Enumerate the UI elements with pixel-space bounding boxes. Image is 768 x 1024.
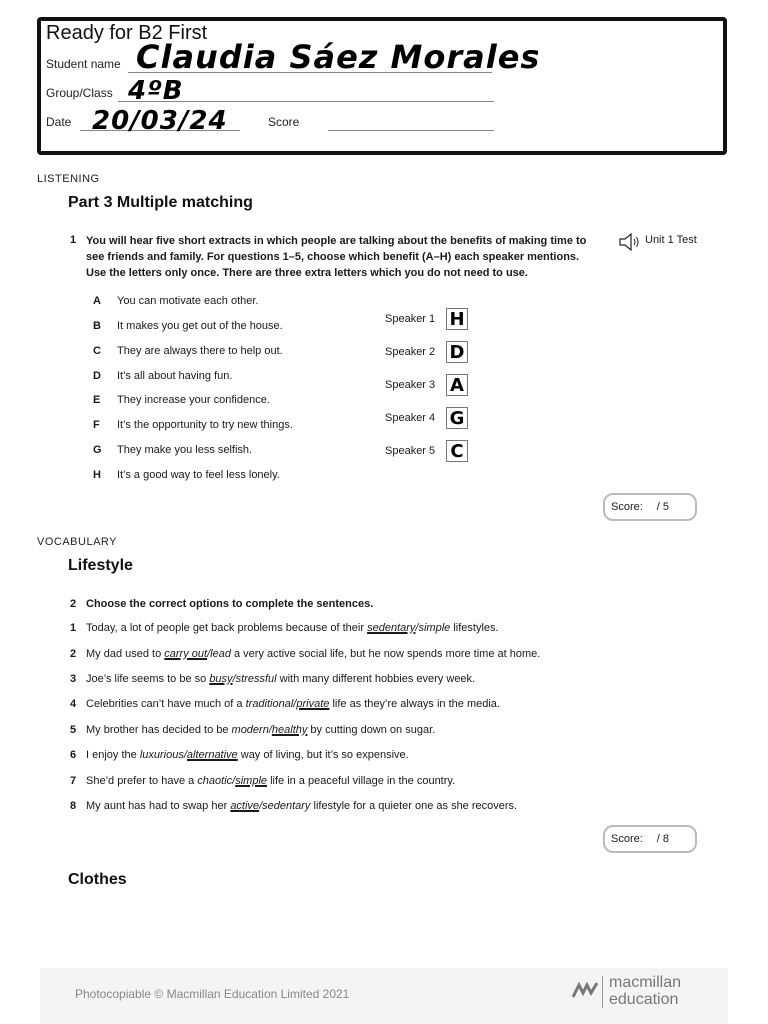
option-separator: / [183, 749, 187, 761]
option-letter: G [93, 444, 102, 456]
option-2[interactable]: private [296, 698, 330, 710]
vocabulary-section-label: VOCABULARY [37, 536, 117, 548]
answer-box-speaker-2[interactable]: D [446, 341, 468, 363]
sentence-text: I enjoy the [86, 749, 140, 761]
sentence-text: She’d prefer to have a [86, 775, 198, 787]
option-letter: B [93, 320, 101, 332]
option-1[interactable]: luxurious [139, 749, 184, 761]
answer-box-speaker-3[interactable]: A [446, 374, 468, 396]
sentence-text: life as they’re always in the media. [329, 698, 500, 710]
sentence-text: Joe’s life seems to be so [86, 673, 210, 685]
option-text: It’s all about having fun. [117, 370, 233, 382]
speaker-icon[interactable] [618, 232, 642, 257]
option-separator: / [259, 800, 263, 812]
date-label: Date [46, 115, 72, 129]
sentence-text: a very active social life, but he now spends more time at home. [230, 648, 541, 660]
option-2[interactable]: simple [235, 775, 268, 787]
sentence-text: with many different hobbies every week. [276, 673, 476, 685]
listening-instructions [86, 233, 616, 281]
option-1[interactable]: carry out [164, 648, 208, 660]
instruction-line: Use the letters only once. There are three extra letters which you do not need to use. [86, 267, 528, 279]
option-2[interactable]: alternative [186, 749, 238, 761]
student-name-label: Student name [46, 57, 121, 71]
lifestyle-title: Lifestyle [68, 557, 133, 574]
sentence-text: Celebrities can’t have much of a [86, 698, 246, 710]
test-title: Ready for B2 First [46, 22, 208, 44]
instruction-line: You will hear five short extracts in which people are talking about the benefits of making time to [86, 235, 587, 247]
sentence-item [86, 698, 500, 710]
listening-score-box[interactable] [603, 493, 697, 521]
score-label: Score: [611, 501, 643, 513]
sentence-number: 7 [70, 775, 77, 787]
option-letter: F [93, 419, 100, 431]
option-letter: H [93, 469, 101, 481]
option-separator: / [207, 648, 211, 660]
option-1[interactable]: chaotic [197, 775, 233, 787]
sentence-text: My dad used to [86, 648, 165, 660]
brand-line: macmillan [609, 974, 682, 991]
option-text: It makes you get out of the house. [117, 320, 283, 332]
question-number: 1 [70, 234, 77, 246]
score-max: / 8 [656, 833, 670, 845]
option-separator: / [293, 698, 297, 710]
sentence-item [86, 622, 499, 634]
score-max: / 5 [656, 501, 670, 513]
option-letter: C [93, 345, 101, 357]
sentence-item [86, 749, 409, 761]
option-1[interactable]: busy [209, 673, 233, 685]
audio-label: Unit 1 Test [645, 234, 697, 246]
sentence-item [86, 724, 435, 736]
macmillan-logo-icon [572, 979, 598, 1006]
speaker-label: Speaker 1 [385, 313, 436, 325]
sentence-text: lifestyle for a quieter one as she recovers. [310, 800, 518, 812]
option-2[interactable]: healthy [271, 724, 308, 736]
copyright-text: Photocopiable © Macmillan Education Limited 2021 [75, 987, 350, 1001]
option-letter: E [93, 394, 101, 406]
sentence-text: My brother has decided to be [86, 724, 232, 736]
speaker-label: Speaker 5 [385, 445, 436, 457]
option-text: It’s the opportunity to try new things. [117, 419, 293, 431]
option-separator: / [415, 622, 419, 634]
vocabulary-instruction: Choose the correct options to complete the sentences. [86, 598, 374, 610]
date-value[interactable]: 20/03/24 [92, 106, 228, 136]
option-2[interactable]: stressful [235, 673, 277, 685]
sentence-text: life in a peaceful village in the country. [267, 775, 456, 787]
sentence-text: Today, a lot of people get back problems because of their [86, 622, 368, 634]
student-name-value[interactable]: Claudia Sáez Morales [136, 38, 541, 76]
sentence-item [86, 800, 517, 812]
vocabulary-score-box[interactable] [603, 825, 697, 853]
option-separator: / [268, 724, 272, 736]
sentence-number: 2 [70, 648, 77, 660]
option-letter: D [93, 370, 101, 382]
group-label: Group/Class [46, 86, 113, 100]
option-text: It’s a good way to feel less lonely. [117, 469, 280, 481]
option-1[interactable]: active [230, 800, 260, 812]
option-text: They are always there to help out. [117, 345, 283, 357]
score-line [328, 130, 494, 131]
clothes-title: Clothes [68, 871, 127, 888]
speaker-label: Speaker 4 [385, 412, 436, 424]
sentence-item [86, 775, 455, 787]
sentence-text: by cutting down on sugar. [307, 724, 436, 736]
sentence-item [86, 648, 540, 660]
score-label: Score [268, 115, 300, 129]
brand-line: education [609, 991, 679, 1008]
group-value[interactable]: 4ºB [128, 76, 184, 106]
sentence-text: lifestyles. [450, 622, 499, 634]
sentence-number: 4 [70, 698, 77, 710]
speaker-label: Speaker 2 [385, 346, 436, 358]
option-1[interactable]: sedentary [367, 622, 416, 634]
logo-divider [602, 976, 603, 1008]
sentence-number: 3 [70, 673, 77, 685]
answer-box-speaker-5[interactable]: C [446, 440, 468, 462]
sentence-text: My aunt has had to swap her [86, 800, 231, 812]
sentence-text: way of living, but it’s so expensive. [237, 749, 409, 761]
option-2[interactable]: lead [210, 648, 231, 660]
option-2[interactable]: sedentary [262, 800, 311, 812]
option-text: They make you less selfish. [117, 444, 253, 456]
speaker-label: Speaker 3 [385, 379, 436, 391]
option-2[interactable]: simple [418, 622, 451, 634]
option-1[interactable]: modern [231, 724, 269, 736]
sentence-item [86, 673, 475, 685]
option-1[interactable]: traditional [245, 698, 294, 710]
option-text: You can motivate each other. [117, 295, 259, 307]
sentence-number: 6 [70, 749, 77, 761]
listening-part-title: Part 3 Multiple matching [68, 194, 253, 211]
question-number: 2 [70, 598, 77, 610]
score-label: Score: [611, 833, 643, 845]
option-separator: / [232, 673, 236, 685]
brand-name [609, 974, 681, 1008]
sentence-number: 8 [70, 800, 77, 812]
sentence-number: 5 [70, 724, 77, 736]
instruction-line: see friends and family. For questions 1–5, choose which benefit (A–H) each speaker mentions. [86, 251, 580, 263]
sentence-number: 1 [70, 622, 77, 634]
answer-box-speaker-1[interactable]: H [446, 308, 468, 330]
option-separator: / [232, 775, 236, 787]
option-letter: A [93, 295, 101, 307]
listening-section-label: LISTENING [37, 173, 100, 185]
answer-box-speaker-4[interactable]: G [446, 407, 468, 429]
option-text: They increase your confidence. [117, 394, 270, 406]
